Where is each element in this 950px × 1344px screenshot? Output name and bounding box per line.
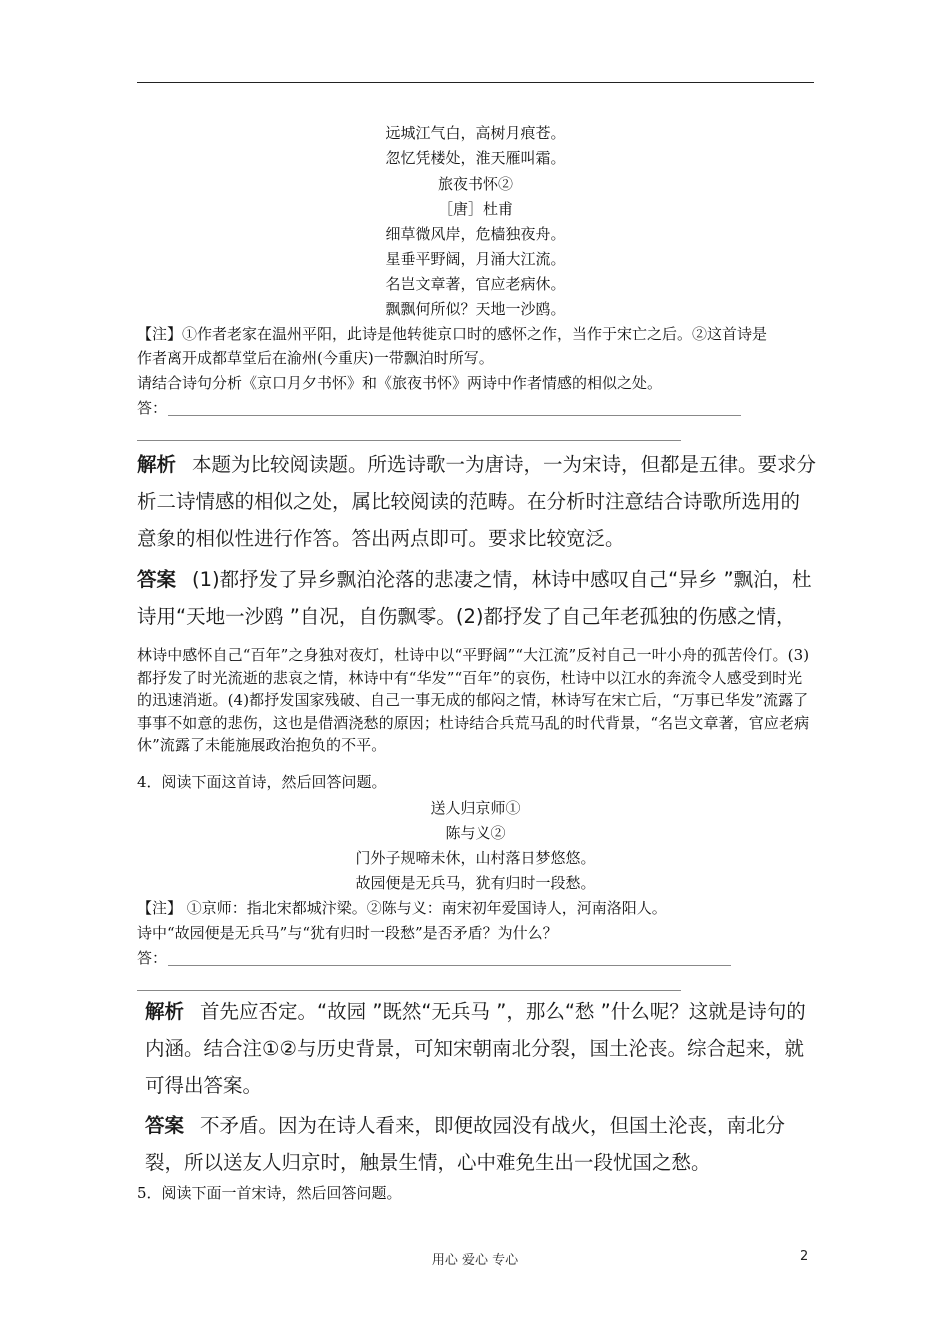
answer-block (137, 561, 817, 635)
question-intro: 4．阅读下面这首诗，然后回答问题。 (137, 773, 387, 791)
answer-text: (1)都抒发了异乡飘泊沦落的悲凄之情，林诗中感叹自己“异乡 ”飘泊，杜诗用“天地一沙鸥 ”自况，自伤飘零。(2)都抒发了自己年老孤独的伤感之情， (137, 568, 812, 628)
analysis-block (145, 993, 815, 1104)
poem-line: 门外子规啼未休，山村落日梦悠悠。 (355, 849, 596, 867)
answer-tag: 答案 (145, 1114, 185, 1137)
note-text: 【注】①作者老家在温州平阳，此诗是他转徙京口时的感怀之作，当作于宋亡之后。②这首诗是 (137, 325, 768, 343)
poem-line: 故园便是无兵马，犹有归时一段愁。 (355, 874, 596, 892)
analysis-block (137, 446, 817, 557)
answer-continuation: 林诗中感怀自己“百年”之身独对夜灯，杜诗中以“平野阔”“大江流”反衬自己一叶小舟的孤苦伶仃。(3)都抒发了时光流逝的悲哀之情，林诗中有“华发”“百年”的哀伤，杜诗中以江水的奔流令人感受到时光的迅速消逝。(4)都抒发国家残破、自己一事无成的郁闷之情，林诗写在宋亡后，“万事已华发”流露了事事不如意的悲伤，这也是借酒浇愁的原因；杜诗结合兵荒马乱的时代背景，“名岂文章著，官应老病休”流露了未能施展政治抱负的不平。 (137, 646, 810, 754)
note-text: 【注】 ①京师：指北宋都城汴梁。②陈与义：南宋初年爱国诗人，河南洛阳人。 (137, 899, 667, 917)
poem-title: 旅夜书怀② (437, 175, 513, 193)
question-text: 诗中“故园便是无兵马”与“犹有归时一段愁”是否矛盾？为什么？ (137, 924, 558, 942)
header-rule (137, 82, 814, 83)
footer-text: 用心 爱心 专心 (431, 1253, 519, 1268)
poem-line: 忽忆凭楼处，淮天雁叫霜。 (385, 149, 566, 167)
poem-author: 陈与义② (445, 824, 506, 842)
poem-line: 名岂文章著，官应老病休。 (385, 275, 566, 293)
answer-blank-line (137, 440, 681, 441)
question-text: 请结合诗句分析《京口月夕书怀》和《旅夜书怀》两诗中作者情感的相似之处。 (137, 374, 663, 392)
poem-author: ［唐］杜甫 (437, 200, 513, 218)
note-text: 作者离开成都草堂后在渝州(今重庆)一带飘泊时所写。 (137, 349, 494, 367)
answer-tag: 答案 (137, 568, 177, 591)
answer-label: 答： (137, 949, 168, 967)
answer-label: 答： (137, 399, 168, 417)
question-intro: 5．阅读下面一首宋诗，然后回答问题。 (137, 1184, 402, 1202)
answer-text: 不矛盾。因为在诗人看来，即便故园没有战火，但国土沦丧，南北分裂，所以送友人归京时，触景生情，心中难免生出一段忧国之愁。 (145, 1114, 786, 1174)
analysis-tag: 解析 (137, 453, 177, 476)
page-number: 2 (800, 1249, 809, 1264)
poem-line: 飘飘何所似？天地一沙鸥。 (385, 300, 566, 318)
poem-line: 细草微风岸，危樯独夜舟。 (385, 225, 566, 243)
analysis-text: 本题为比较阅读题。所选诗歌一为唐诗，一为宋诗，但都是五律。要求分析二诗情感的相似之处，属比较阅读的范畴。在分析时注意结合诗歌所选用的意象的相似性进行作答。答出两点即可。要求比较宽泛。 (137, 453, 817, 550)
poem-line: 远城江气白，高树月痕苍。 (385, 124, 566, 142)
answer-blank-line (168, 415, 741, 416)
poem-line: 星垂平野阔，月涌大江流。 (385, 250, 566, 268)
answer-blank-line (137, 990, 681, 991)
analysis-text: 首先应否定。“故园 ”既然“无兵马 ”，那么“愁 ”什么呢？这就是诗句的内涵。结合注①②与历史背景，可知宋朝南北分裂，国土沦丧。综合起来，就可得出答案。 (145, 1000, 806, 1097)
analysis-tag: 解析 (145, 1000, 185, 1023)
answer-blank-line (168, 965, 731, 966)
poem-title: 送人归京师① (430, 799, 521, 817)
answer-block (145, 1107, 815, 1181)
